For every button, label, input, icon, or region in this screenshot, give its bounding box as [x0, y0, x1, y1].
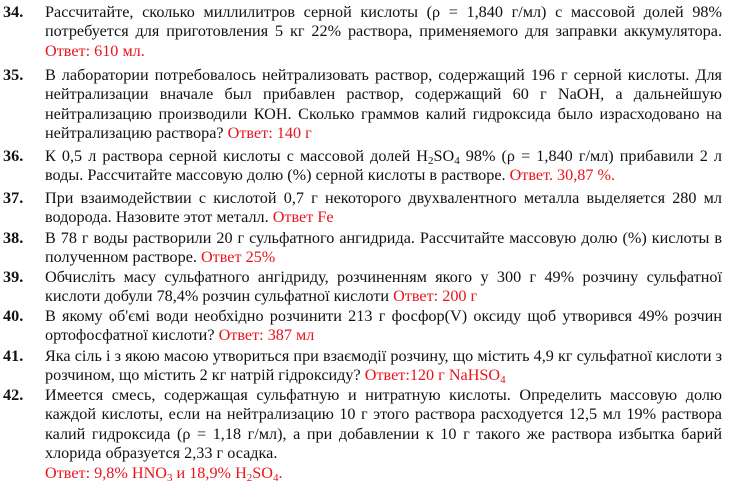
- problem-statement-start: К 0,5 л раствора серной кислоты с массовой долей H: [45, 147, 428, 165]
- problem-38: [0, 229, 743, 269]
- formula-part: SO: [433, 147, 455, 165]
- problem-statement: В лаборатории потребовалось нейтрализовать раствор, содержащий 196 г серной кислоты. Для нейтрализации вначале был прибавлен раствор, содержащий 60 г NaOH, а дальнейшую нейтрализацию производили КОН. Сколько граммов калий гидроксида было израсходовано на нейтрализацию раствора?: [45, 66, 722, 143]
- answer-text: .: [278, 463, 283, 482]
- answer: Ответ: 387 мл: [218, 326, 315, 345]
- answer-text: и 18,9% H: [172, 463, 247, 482]
- answer-text: SO: [252, 463, 273, 482]
- problem-number: 40.: [3, 307, 24, 325]
- problem-number: 38.: [3, 229, 24, 247]
- subscript: 4: [500, 374, 506, 387]
- problem-number: 36.: [3, 147, 24, 165]
- problem-text: [45, 147, 722, 186]
- problem-number: 42.: [3, 386, 24, 404]
- answer: Ответ. 30,87 %.: [509, 166, 616, 185]
- answer: Ответ: 200 г: [393, 287, 478, 306]
- problem-statement: Обчисліть масу сульфатного ангідриду, розчиненням якого у 300 г 49% розчину сульфатної кислоти добули 78,4% розчин сульфатної кислоти: [45, 268, 722, 306]
- problem-41: [0, 347, 743, 387]
- subscript: 4: [454, 155, 460, 167]
- problem-number: 37.: [3, 189, 24, 207]
- problem-statement: При взаимодействии с кислотой 0,7 г некоторого двухвалентного металла выделяется 280 мл водорода. Назовите этот металл.: [45, 189, 722, 227]
- problem-36: [0, 147, 743, 187]
- answer: [364, 366, 506, 387]
- problem-statement: В якому об'ємі води необхідно розчинити 213 г фосфор(V) оксиду щоб утворився 49% розчин ортофосфатної кислоти?: [45, 307, 722, 345]
- answer: Ответ: 140 г: [227, 124, 312, 143]
- problem-text: [45, 229, 722, 268]
- problem-statement: Рассчитайте, сколько миллилитров серной кислоты (ρ = 1,840 г/мл) с массовой долей 98% потребуется для приготовления 5 кг 22% раствора, применяемого для заправки аккумулятора.: [45, 3, 722, 41]
- answer: [45, 464, 283, 482]
- problem-text: [45, 189, 722, 228]
- problem-number: 41.: [3, 347, 24, 365]
- problem-number: 39.: [3, 268, 24, 286]
- problem-number: 35.: [3, 66, 24, 84]
- problem-statement-end: 98% (ρ = 1,840 г/мл) прибавили 2 л воды. Рассчитайте массовую долю (%) серной кислоты в растворе.: [45, 147, 722, 185]
- answer-text: Ответ:120 г NaHSO: [364, 366, 501, 385]
- problem-35: [0, 66, 743, 144]
- problem-text: [45, 268, 722, 307]
- problem-text: [45, 66, 722, 144]
- problem-text: [45, 347, 722, 386]
- problem-37: [0, 189, 743, 229]
- problem-text: [45, 307, 722, 346]
- answer: Ответ 25%: [200, 248, 276, 267]
- problem-statement: Яка сіль і з якою масою утвориться при взаємодії розчину, що містить 4,9 кг сульфатної кислоти з розчином, що містить 2 кг натрій гідроксиду?: [45, 347, 722, 385]
- problem-statement: Имеется смесь, содержащая сульфатную и нитратную кислоты. Определить массовую долю каждой кислоты, если на нейтрализацию 10 г этого раствора расходуется 12,5 мл 19% раствора калий гидроксида (ρ = 1,18 г/мл), а при добавлении к 10 г такого же раствора избытка барий хлорида образуется 2,33 г осадка.: [45, 386, 722, 463]
- subscript: 3: [166, 471, 173, 484]
- subscript: 4: [272, 471, 279, 484]
- problem-39: [0, 268, 743, 308]
- problem-text: [45, 3, 722, 61]
- answer-text: Ответ: 9,8% HNO: [45, 463, 167, 482]
- problem-number: 34.: [3, 3, 24, 21]
- problem-text: [45, 386, 722, 483]
- subscript: 2: [428, 155, 434, 167]
- answer: Ответ: 610 мл.: [45, 41, 145, 60]
- problem-40: [0, 307, 743, 347]
- problem-42: [0, 386, 743, 486]
- subscript: 2: [246, 471, 253, 484]
- answer: Ответ Fe: [272, 208, 334, 227]
- problem-statement: В 78 г воды растворили 20 г сульфатного ангидрида. Рассчитайте массовую долю (%) кислоты в полученном растворе.: [45, 229, 722, 267]
- problem-34: [0, 3, 743, 63]
